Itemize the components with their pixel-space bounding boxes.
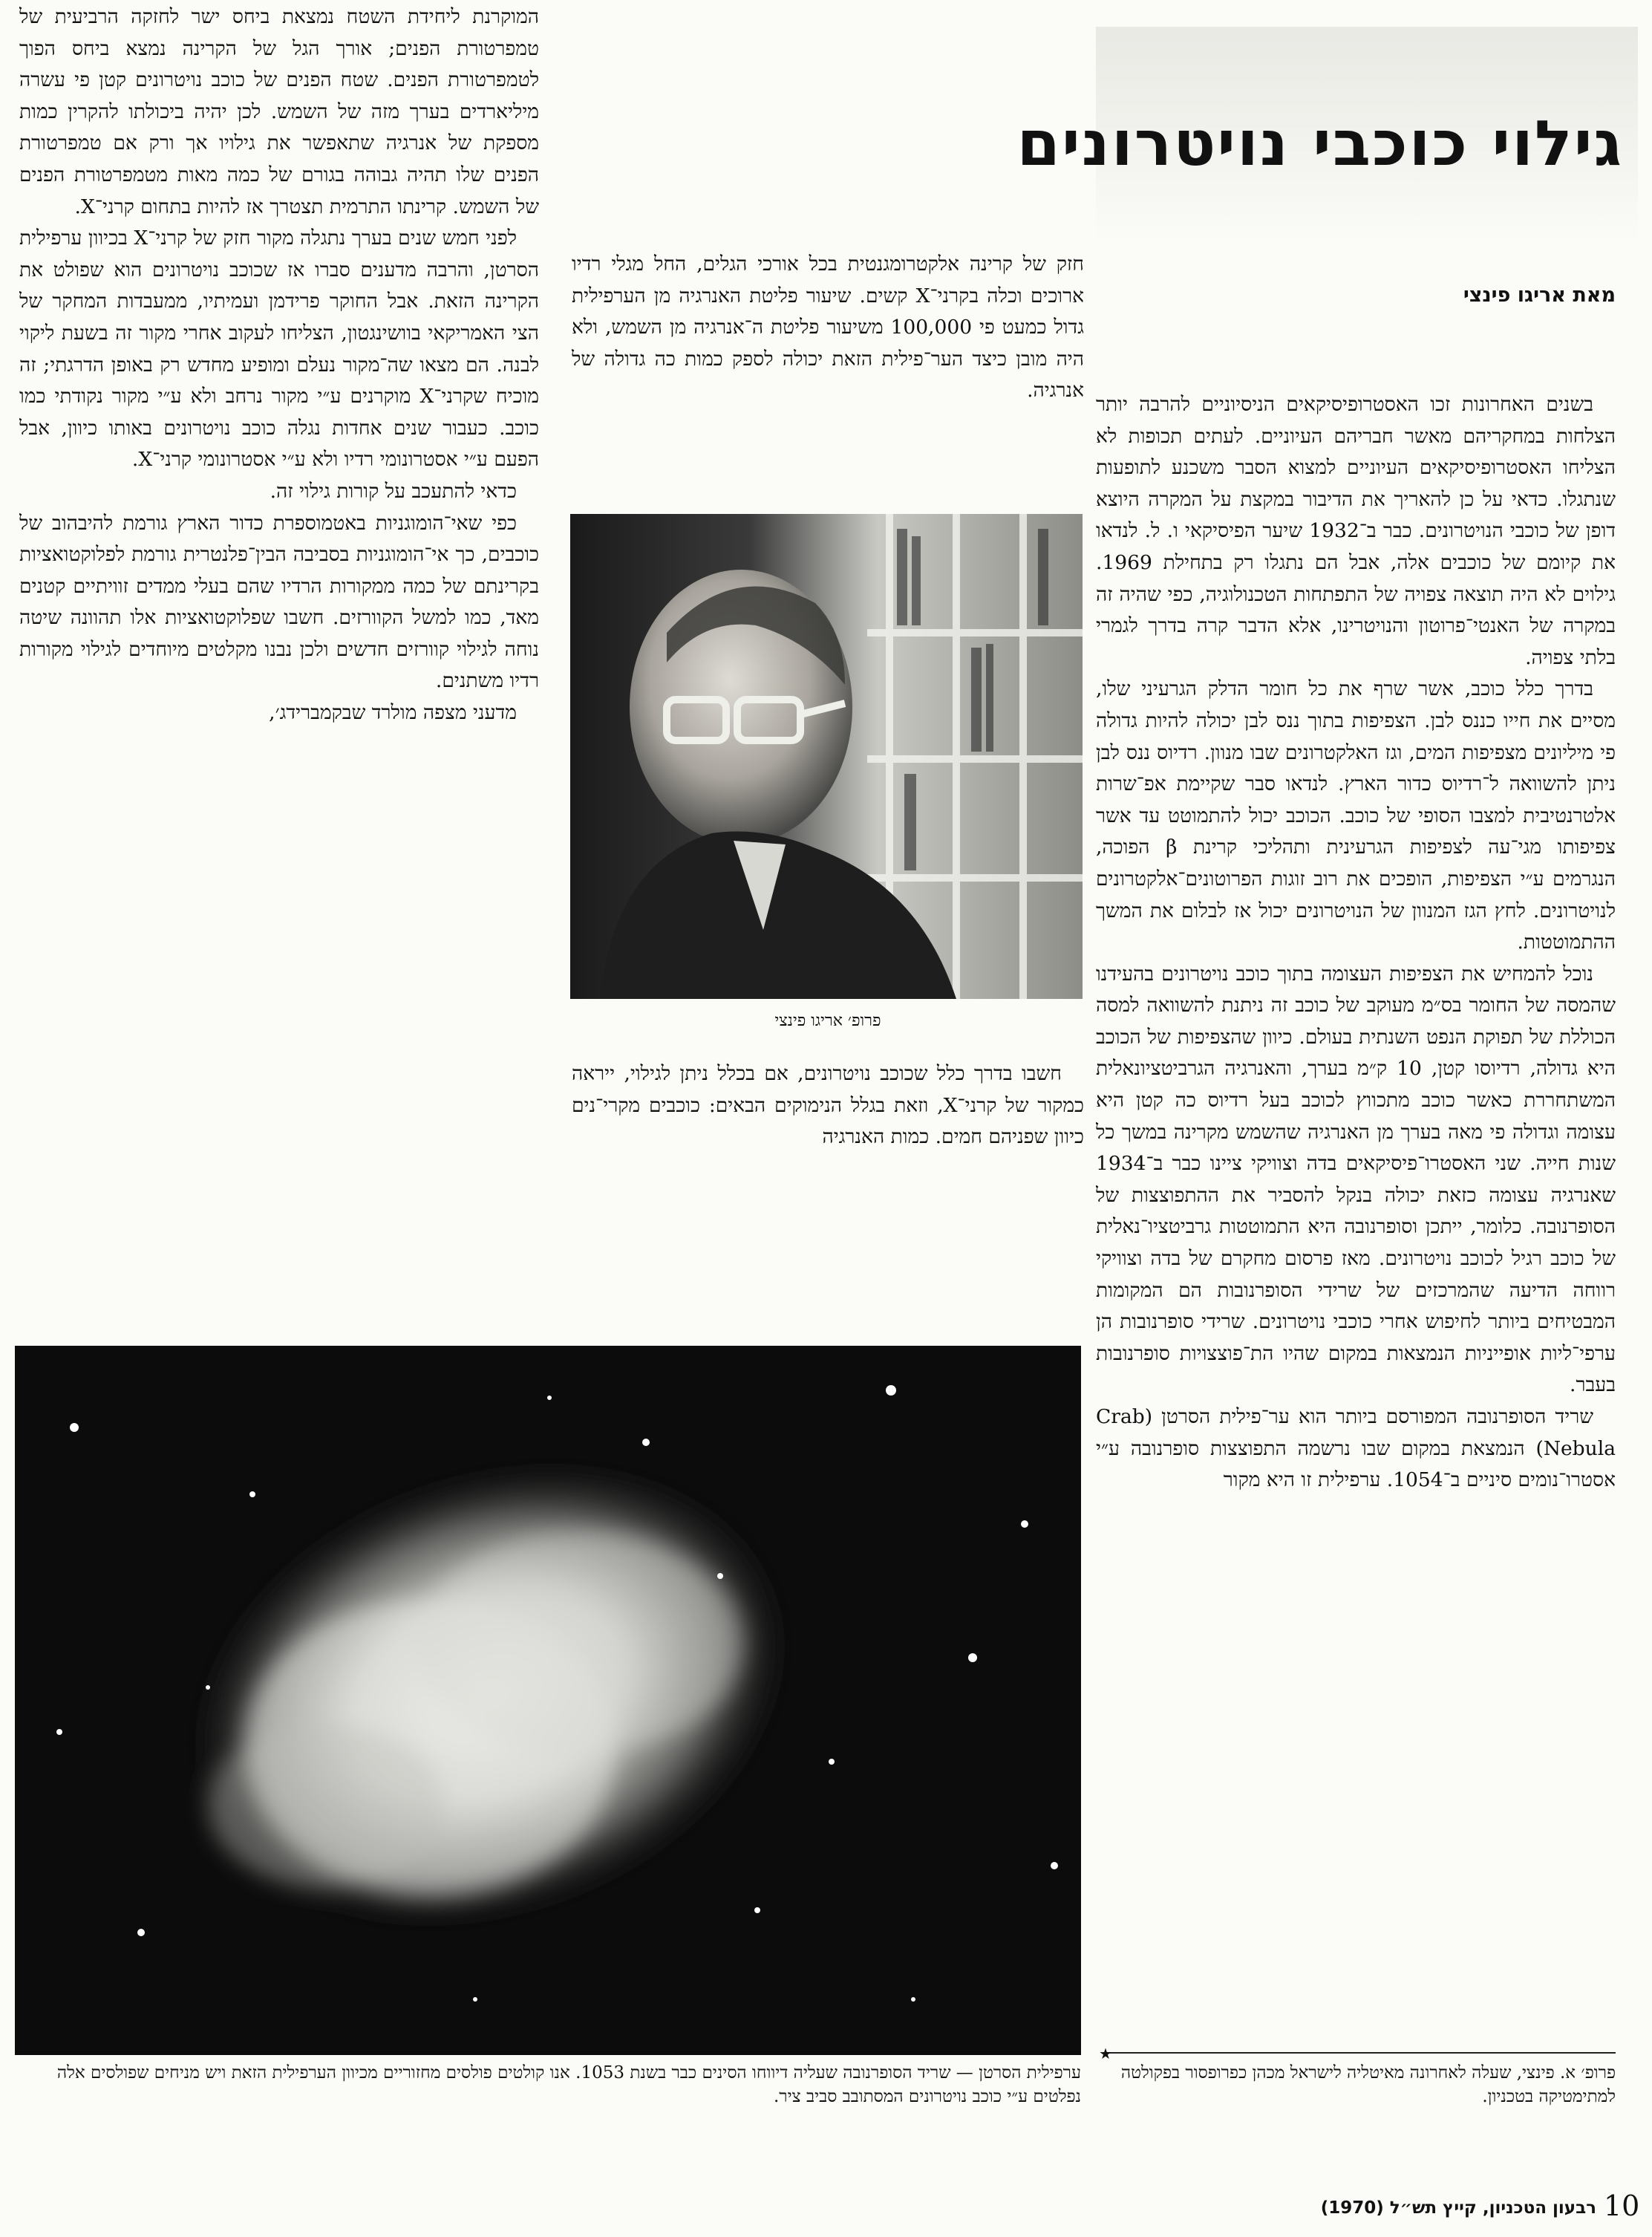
- text-column-middle-bottom: [572, 1058, 1084, 1199]
- text-column-right: [1096, 389, 1616, 2038]
- portrait-caption: פרופ׳ אריגו פינצי: [774, 1012, 881, 1030]
- paragraph: כפי שאי־הומוגניות באטמוספרת כדור הארץ גורמת להיבהוב של כוכבים, כך אי־הומוגניות בסביבה הבין־פלנטרית גורמת לפלוקטואציות בקרינתם של כמה ממקורות הרדיו שהם בעלי ממדים זוויתיים קטנים מאד, כמו למשל הקוורזים. חשבו שפלוקטואציות אלו תהוונה שיטה נוחה לגילוי קוורזים חדשים ולכן נבנו מקלטים מיוחדים לגילוי מקורות רדיו משתנים.: [19, 511, 539, 693]
- article-byline: מאת אריגו פינצי: [1463, 284, 1616, 307]
- paragraph: המוקרנת ליחידת השטח נמצאת ביחס ישר לחזקה הרביעית של טמפרטורת הפנים; אורך הגל של הקרינה נמצא ביחס הפוך לטמפרטורת הפנים. שטח הפנים של כוכב נויטרונים קטן פי עשרה מיליארדים בערך מזה של השמש. לכן יהיה ביכולתו להקרין כמות מספקת של אנרגיה שתאפשר את גילויו אך ורק אם טמפרטורת הפנים שלו תהיה גבוהה בגורם של כמה מאות מטמפרטורת הפנים של השמש. קרינתו התרמית תצטרך אז להיות בתחום קרני־X.: [19, 5, 539, 218]
- footnote-star-icon: ★: [1099, 2045, 1112, 2062]
- paragraph: נוכל להמחיש את הצפיפות העצומה בתוך כוכב נויטרונים בהעידנו שהמסה של החומר בס״מ מעוקב של כוכב זה ניתנת להשוואה למסה הכוללת של תפוקת הנפט השנתית בעולם. כיוון שהצפיפות של הכוכב היא גדולה, רדיוסו קטן, 10 ק״מ בערך, והאנרגיה הגרביטציונאלית המשתחררת כאשר כוכב מתכווץ לכוכב בעל רדיוס כה קטן היא עצומה וגדולה פי מאה בערך מן האנרגיה שהשמש מקרינה במשך כל שנות חייה. שני האסטרו־פיסיקאים בדה וצוויקי ציינו כבר ב־1934 שאנרגיה עצומה כזאת יכולה בנקל להסביר את ההתפוצצות של הסופרנובה. כלומר, ייתכן וסופרנובה היא התמוטטות גרביטציו־נאלית של כוכב רגיל לכוכב נויטרונים. מאז פרסום מחקרם של בדה וצוויקי רווחה הדיעה שהמרכזים של שרידי הסופרנובות הם המקומות המבטיחים ביותר לחיפוש אחרי כוכבי נויטרונים. שרידי סופרנובות הן ערפי־ליות אופייניות הנמצאות במקום שהיו הת־פוצצויות סופרנובות בעבר.: [1096, 962, 1616, 1397]
- paragraph: בדרך כלל כוכב, אשר שרף את כל חומר הדלק הגרעיני שלו, מסיים את חייו כננס לבן. הצפיפות בתוך ננס לבן יכולה להיות גדולה פי מיליונים מצפיפות המים, וגז האלקטרונים שבו מנוון. רדיוס ננס לבן ניתן להשוואה ל־רדיוס כדור הארץ. לנדאו סבר שקיימת אפ־שרות אלטרנטיבית למצבו הסופי של כוכב. הכוכב יכול להתמוטט עד אשר צפיפותו מגי־עה לצפיפות הגרעינית ותהליכי קרינת β הפוכה, הנגרמים ע״י הצפיפות, הופכים את רוב זוגות הפרוטונים־אלקטרונים לנויטרונים. לחץ הגז המנוון של הנויטרונים יכול אז לבלום את המשך ההתמוטטות.: [1096, 677, 1616, 954]
- author-footnote: פרופ׳ א. פינצי, שעלה לאחרונה מאיטליה לישראל מכהן כפרופסור בפקולטה למתימטיקה בטכניון.: [1120, 2063, 1616, 2106]
- footnote-divider: [1103, 2052, 1616, 2054]
- article-title: גילוי כוכבי נויטרונים: [1016, 107, 1623, 180]
- paragraph: שריד הסופרנובה המפורסם ביותר הוא ער־פילית הסרטן (Crab Nebula) הנמצאת במקום שבו נרשמה התפוצצות סופרנובה ע״י אסטרו־נומים סיניים ב־1054. ערפילית זו היא מקור: [1096, 1405, 1616, 1492]
- journal-footer: רבעון הטכניון, קייץ תש״ל (1970): [1320, 2198, 1596, 2218]
- portrait-image: [570, 514, 1083, 999]
- nebula-caption: ערפילית הסרטן — שריד הסופרנובה שעליה דיווחו הסינים כבר בשנת 1053. אנו קולטים פולסים מחזוריים מכיוון הערפילית הזאת ויש מניחים שפולסים אלה נפלטים ע״י כוכב נויטרונים המסתובב סביב ציר.: [56, 2063, 1081, 2106]
- text-column-left: [19, 1, 539, 1194]
- paragraph: חשבו בדרך כלל שכוכב נויטרונים, אם בכלל ניתן לגילוי, ייראה כמקור של קרני־X, וזאת בגלל הנימוקים הבאים: כוכבים מקרי־נים כיוון שפניהם חמים. כמות האנרגיה: [572, 1062, 1084, 1149]
- crab-nebula-photo: [15, 1346, 1081, 2055]
- author-portrait-photo: [570, 514, 1083, 999]
- paragraph: בשנים האחרונות זכו האסטרופיסיקאים הניסיוניים להרבה יותר הצלחות במחקריהם מאשר חבריהם העיוניים. לעתים תכופות לא הצליחו האסטרופיסיקאים העיוניים למצוא הסבר משכנע לתופעות שנתגלו. כדאי על כן להאריך את הדיבור במקצת על המקרה היוצא דופן של כוכבי הנויטרונים. כבר ב־1932 שיער הפיסיקאי ו. ל. לנדאו את קיומם של כוכבים אלה, אבל הם נתגלו רק בתחילת 1969. גילוים לא היה תוצאה צפויה של התפתחות הטכנולוגיה, כפי שהיה זה במקרה של האנטי־פרוטון והנויטרינו, אלא הדבר קרה בדרך לגמרי בלתי צפויה.: [1096, 393, 1616, 669]
- paragraph: מדעני מצפה מולרד שבקמברידג׳,: [269, 701, 517, 725]
- text-column-middle-top: [572, 249, 1084, 501]
- paragraph: חזק של קרינה אלקטרומגנטית בכל אורכי הגלים, החל מגלי רדיו ארוכים וכלה בקרני־X קשים. שיעור פליטת האנרגיה מן הערפילית גדול כמעט פי 100,000 משיעור פליטת ה־אנרגיה מן השמש, ולא היה מובן כיצד הער־פילית הזאת יכולה לספק כמות כה גדולה של אנרגיה.: [572, 253, 1084, 403]
- paragraph: כדאי להתעכב על קורות גילוי זה.: [270, 479, 517, 503]
- paragraph: לפני חמש שנים בערך נתגלה מקור חזק של קרני־X בכיוון ערפילית הסרטן, והרבה מדענים סברו אז שכוכב נויטרונים הוא שפולט את הקרינה הזאת. אבל החוקר פרידמן ועמיתיו, ממעבדות המחקר של הצי האמריקאי בוושינגטון, הצליחו לעקוב אחרי מקור זה בשעת ליקוי לבנה. הם מצאו שה־מקור נעלם ומופיע מחדש רק באופן הדרגתי; זה מוכיח שקרני־X מוקרנים ע״י מקור נרחב ולא ע״י מקור נקודתי כמו כוכב. כעבור שנים אחדות נגלה כוכב נויטרונים באותו כיוון, אבל הפעם ע״י אסטרונומי רדיו ולא ע״י אסטרונומי קרני־X.: [19, 227, 539, 472]
- page-number: 10: [1604, 2189, 1640, 2222]
- nebula-image: [15, 1346, 1081, 2055]
